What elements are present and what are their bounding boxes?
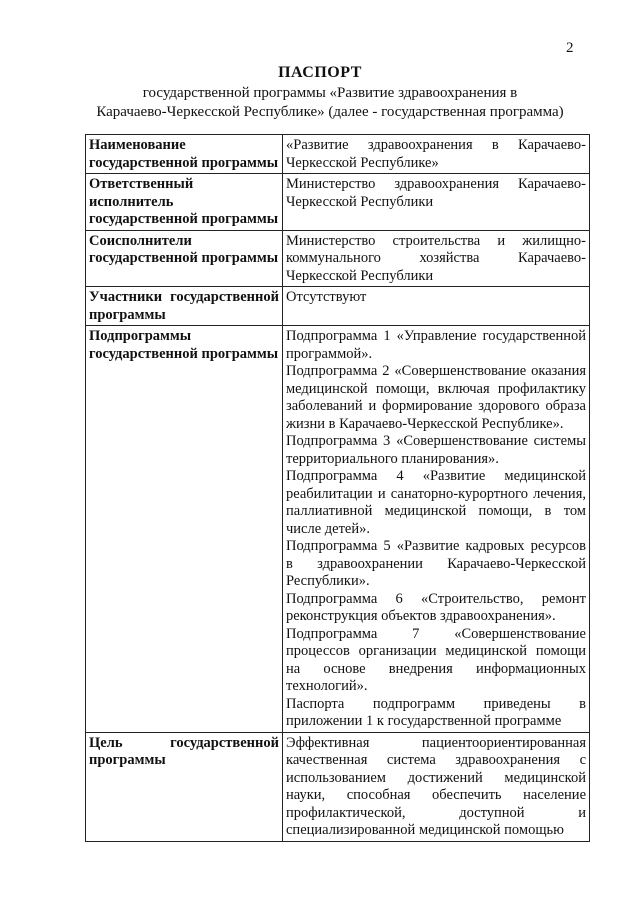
row-value	[283, 287, 590, 326]
table-row	[86, 326, 590, 733]
subtitle-line-2: Карачаево-Черкесской Республике» (далее - государственная программа)	[96, 104, 564, 120]
row-value	[283, 230, 590, 287]
row-value	[283, 174, 590, 231]
passport-table-body	[86, 135, 590, 842]
passport-table	[85, 134, 590, 842]
table-row	[86, 287, 590, 326]
row-label: Соисполнители государственной программы	[86, 230, 283, 287]
document-subtitle	[40, 84, 620, 122]
row-value	[283, 326, 590, 733]
value-paragraph: Подпрограмма 6 «Строительство, ремонт реконструкция объектов здравоохранения».	[286, 590, 586, 624]
table-row	[86, 174, 590, 231]
value-paragraph: Министерство строительства и жилищно-коммунального хозяйства Карачаево-Черкесской Республики	[286, 232, 586, 284]
page-number: 2	[566, 40, 574, 56]
table-row	[86, 135, 590, 174]
value-paragraph: «Развитие здравоохранения в Карачаево-Черкесской Республике»	[286, 137, 586, 171]
table-row	[86, 732, 590, 841]
value-paragraph: Подпрограмма 2 «Совершенствование оказания медицинской помощи, включая профилактику заболеваний и формирование здорового образа жизни в Карачаево-Черкесской Республике».	[286, 363, 586, 432]
value-paragraph: Подпрограмма 5 «Развитие кадровых ресурсов в здравоохранении Карачаево-Черкесской Республики».	[286, 538, 586, 589]
row-label: Цель государственной программы	[86, 732, 283, 841]
row-label: Ответственный исполнитель государственной программы	[86, 174, 283, 231]
value-paragraph: Подпрограмма 4 «Развитие медицинской реабилитации и санаторно-курортного лечения, паллиативной медицинской помощи, в том числе детей».	[286, 468, 586, 537]
subtitle-line-1: государственной программы «Развитие здравоохранения в	[142, 85, 518, 101]
document-title: ПАСПОРТ	[278, 64, 362, 81]
value-paragraph: Отсутствуют	[286, 289, 367, 305]
row-label: Участники государственной программы	[86, 287, 283, 326]
row-label: Наименование государственной программы	[86, 135, 283, 174]
row-value	[283, 732, 590, 841]
value-paragraph: Эффективная пациентоориентированная качественная система здравоохранения с использованием достижений медицинской науки, способная обеспечить население профилактической, доступной и специализированной медицинской помощью	[286, 734, 586, 838]
value-paragraph: Подпрограмма 1 «Управление государственной программой».	[286, 328, 586, 362]
table-row	[86, 230, 590, 287]
value-paragraph: Министерство здравоохранения Карачаево-Черкесской Республики	[286, 176, 586, 210]
value-paragraph: Подпрограмма 3 «Совершенствование системы территориального планирования».	[286, 433, 586, 467]
row-label: Подпрограммы государственной программы	[86, 326, 283, 733]
row-value	[283, 135, 590, 174]
value-paragraph: Подпрограмма 7 «Совершенствование процессов организации медицинской помощи на основе внедрения информационных технологий».	[286, 625, 586, 694]
value-paragraph: Паспорта подпрограмм приведены в приложении 1 к государственной программе	[286, 695, 586, 729]
